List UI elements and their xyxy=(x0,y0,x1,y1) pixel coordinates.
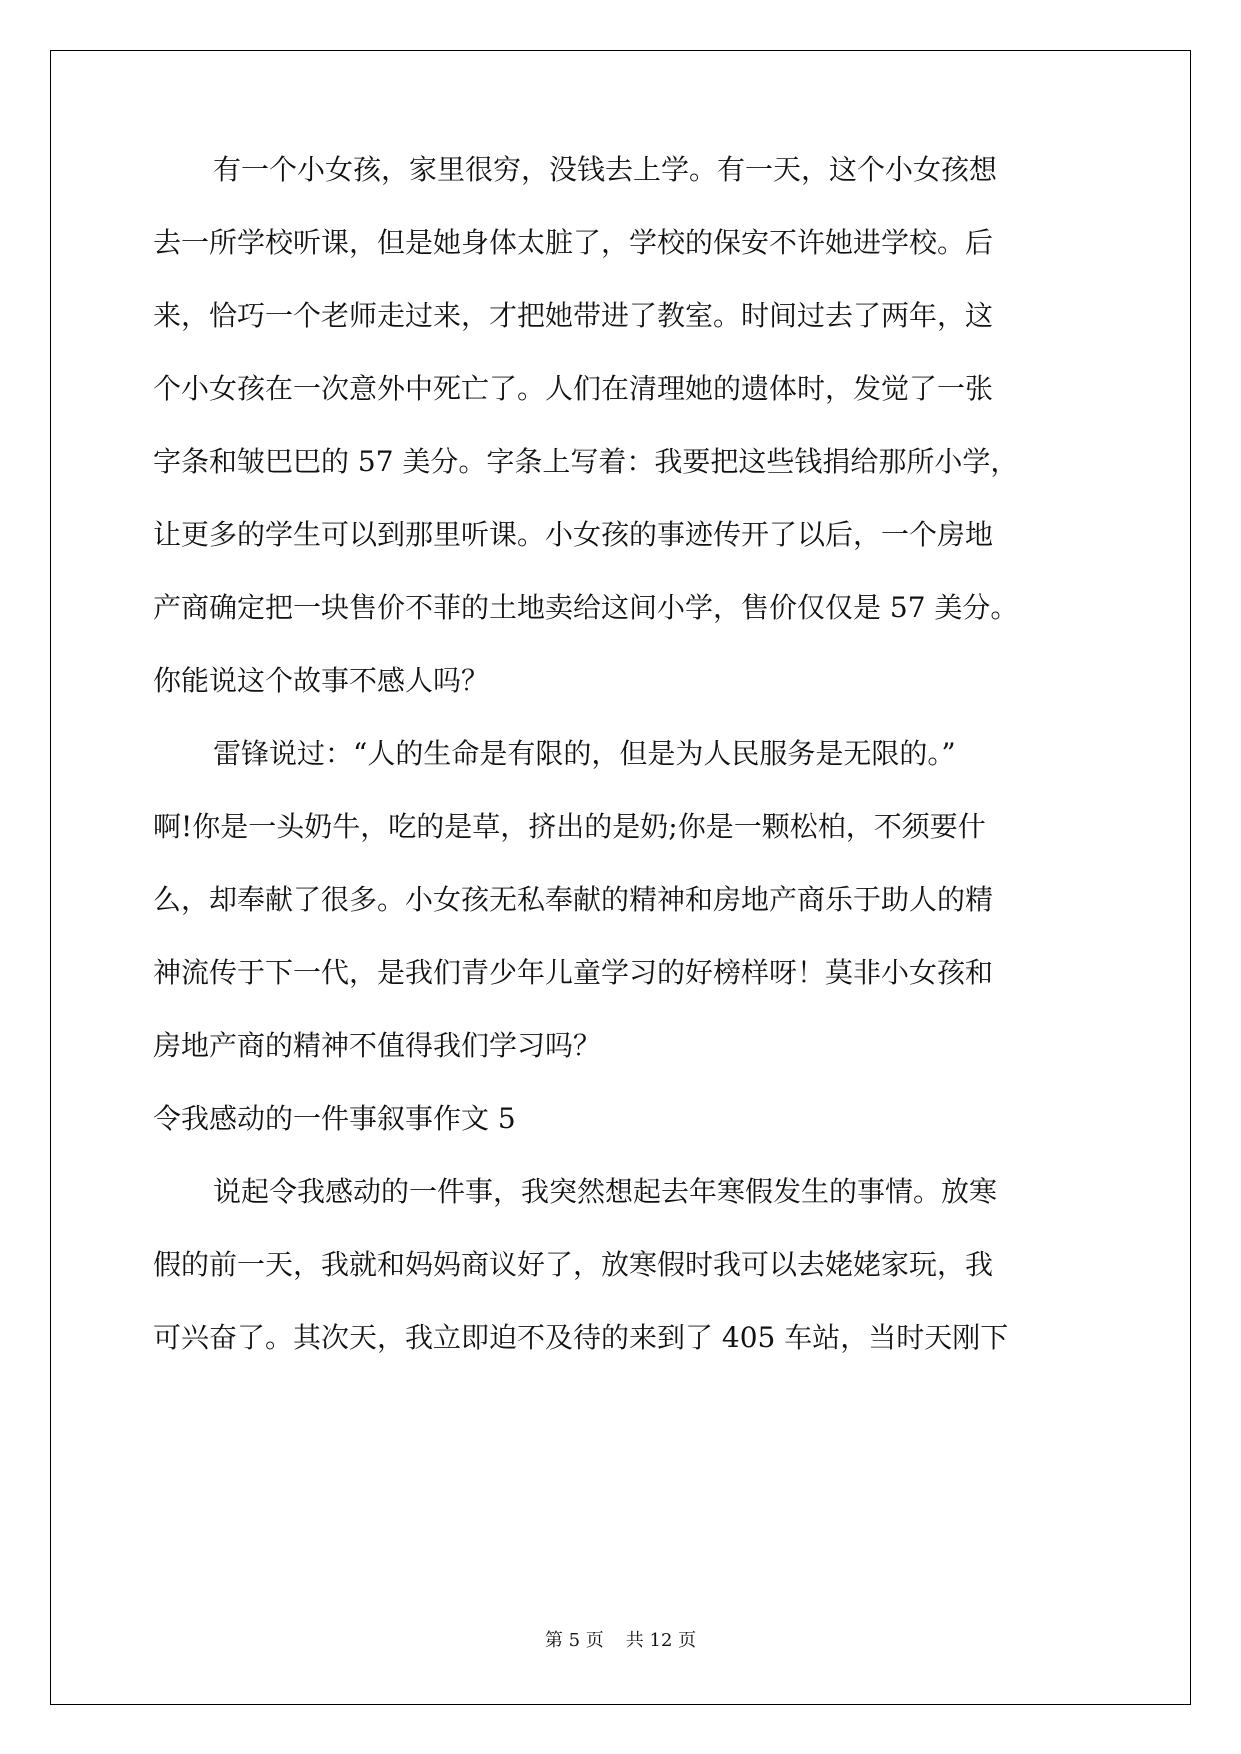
paragraph-3-line: 可兴奋了。其次天，我立即迫不及待的来到了 405 车站，当时天刚下 xyxy=(153,1321,1009,1354)
paragraph-1-line: 你能说这个故事不感人吗？ xyxy=(153,664,490,697)
paragraph-2-line: 神流传于下一代，是我们青少年儿童学习的好榜样呀！莫非小女孩和 xyxy=(153,956,994,989)
paragraph-3-line: 假的前一天，我就和妈妈商议好了，放寒假时我可以去姥姥家玩，我 xyxy=(153,1248,994,1281)
page-total: 共 12 页 xyxy=(625,1630,697,1651)
page-number: 第 5 页 xyxy=(544,1630,604,1651)
paragraph-2-line: 房地产商的精神不值得我们学习吗？ xyxy=(153,1029,602,1062)
paragraph-1-line: 字条和皱巴巴的 57 美分。字条上写着：我要把这些钱捐给那所小学， xyxy=(153,445,1019,478)
paragraph-1-line: 让更多的学生可以到那里听课。小女孩的事迹传开了以后，一个房地 xyxy=(153,518,994,551)
page-footer xyxy=(0,1626,1241,1652)
paragraph-2-line: 雷锋说过：“人的生命是有限的，但是为人民服务是无限的。” xyxy=(213,737,956,770)
paragraph-1-line: 个小女孩在一次意外中死亡了。人们在清理她的遗体时，发觉了一张 xyxy=(153,372,994,405)
paragraph-1-line: 有一个小女孩，家里很穷，没钱去上学。有一天，这个小女孩想 xyxy=(213,153,998,186)
paragraph-1-line: 产商确定把一块售价不菲的土地卖给这间小学，售价仅仅是 57 美分。 xyxy=(153,591,1019,624)
section-heading: 令我感动的一件事叙事作文 5 xyxy=(153,1102,516,1135)
paragraph-3-line: 说起令我感动的一件事，我突然想起去年寒假发生的事情。放寒 xyxy=(213,1175,998,1208)
paragraph-2-line: 啊!你是一头奶牛，吃的是草，挤出的是奶;你是一颗松柏，不须要什 xyxy=(153,810,986,843)
paragraph-1-line: 来，恰巧一个老师走过来，才把她带进了教室。时间过去了两年，这 xyxy=(153,299,994,332)
paragraph-1-line: 去一所学校听课，但是她身体太脏了，学校的保安不许她进学校。后 xyxy=(153,226,994,259)
paragraph-2-line: 么，却奉献了很多。小女孩无私奉献的精神和房地产商乐于助人的精 xyxy=(153,883,994,916)
